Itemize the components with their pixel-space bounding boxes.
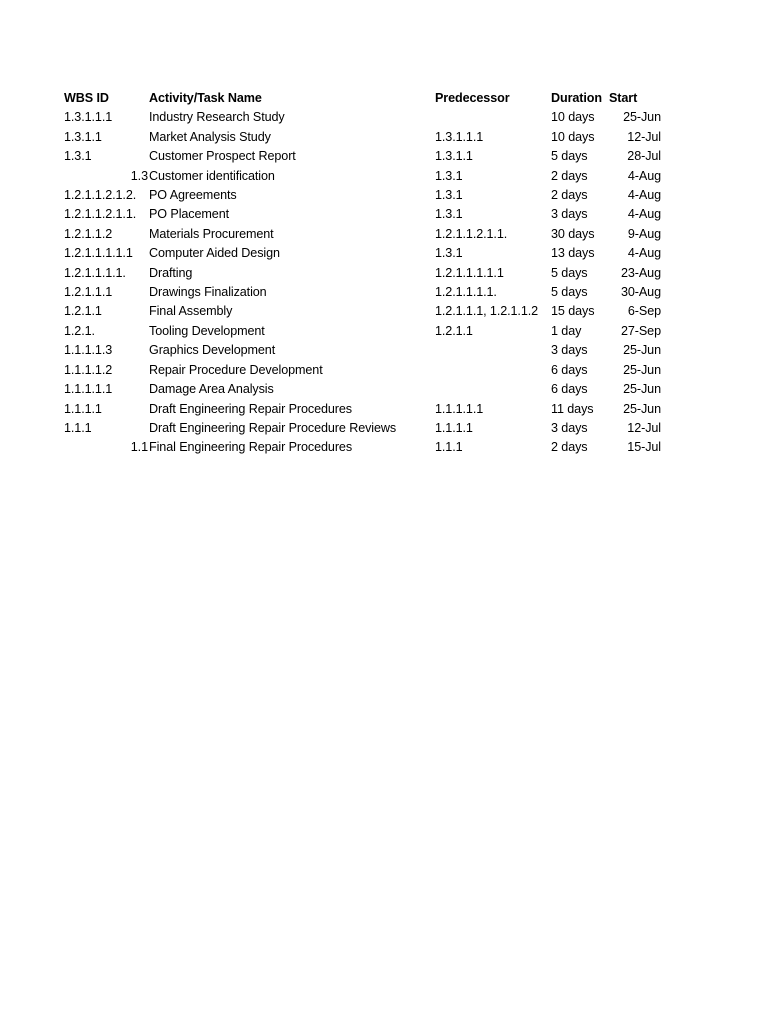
task-name-cell: Repair Procedure Development [149,362,323,377]
task-name-cell: Draft Engineering Repair Procedure Reviews [149,420,397,435]
table-row [64,419,661,438]
task-name-cell: Tooling Development [149,323,265,338]
start-date-cell: 6-Sep [627,304,661,319]
task-name-cell: Damage Area Analysis [149,382,274,397]
table-body [64,108,661,457]
task-name-cell: Final Assembly [149,304,233,319]
duration-cell: 10 days [551,110,595,125]
table-row [64,380,661,399]
start-date-cell: 4-Aug [627,188,661,203]
task-name-cell: Graphics Development [149,343,276,358]
predecessor-cell: 1.2.1.1.1, 1.2.1.1.2 [435,304,539,319]
start-date-cell: 25-Jun [623,401,661,416]
table-row [64,205,661,224]
table-row [64,302,661,321]
table-row [64,361,661,380]
task-name-cell: Drafting [149,265,193,280]
start-date-cell: 12-Jul [627,420,661,435]
start-date-cell: 12-Jul [627,129,661,144]
duration-cell: 1 day [551,323,582,338]
duration-cell: 5 days [551,265,588,280]
predecessor-cell [435,341,551,360]
duration-cell: 3 days [551,343,588,358]
predecessor-cell: 1.1.1 [435,440,463,455]
header-duration: Duration [551,91,602,105]
table-row [64,400,661,419]
start-date-cell: 4-Aug [627,207,661,222]
wbs-id-cell: 1.3.1.1 [64,129,102,144]
predecessor-cell: 1.2.1.1.1.1. [435,285,497,300]
duration-cell: 3 days [551,420,588,435]
task-name-cell: PO Agreements [149,188,237,203]
duration-cell: 2 days [551,168,588,183]
task-name-cell: Market Analysis Study [149,129,271,144]
predecessor-cell [435,380,551,399]
task-name-cell: PO Placement [149,207,229,222]
predecessor-cell: 1.3.1.1.1 [435,129,484,144]
wbs-id-cell: 1.1 [130,440,148,455]
table-row [64,167,661,186]
wbs-id-cell: 1.2.1.1.1 [64,285,113,300]
predecessor-cell: 1.3.1 [435,207,463,222]
table-row [64,128,661,147]
task-name-cell: Customer identification [149,168,275,183]
predecessor-cell: 1.2.1.1.2.1.1. [435,226,508,241]
duration-cell: 30 days [551,226,595,241]
start-date-cell: 27-Sep [620,323,661,338]
wbs-id-cell: 1.3 [130,168,148,183]
wbs-id-cell: 1.1.1.1 [64,401,102,416]
wbs-id-cell: 1.3.1 [64,149,92,164]
predecessor-cell: 1.3.1 [435,246,463,261]
wbs-id-cell: 1.2.1. [64,323,95,338]
start-date-cell: 4-Aug [627,168,661,183]
start-date-cell: 25-Jun [623,382,661,397]
start-date-cell: 28-Jul [627,149,661,164]
duration-cell: 13 days [551,246,595,261]
wbs-id-cell: 1.1.1 [64,420,92,435]
start-date-cell: 25-Jun [623,110,661,125]
task-name-cell: Industry Research Study [149,110,285,125]
wbs-id-cell: 1.2.1.1 [64,304,102,319]
wbs-id-cell: 1.2.1.1.2.1.2. [64,188,137,203]
task-name-cell: Final Engineering Repair Procedures [149,440,353,455]
wbs-id-cell: 1.3.1.1.1 [64,110,113,125]
table-row [64,225,661,244]
wbs-id-cell: 1.2.1.1.2.1.1. [64,207,137,222]
header-wbs-id: WBS ID [64,91,109,105]
wbs-id-cell: 1.2.1.1.1.1. [64,265,126,280]
start-date-cell: 23-Aug [620,265,661,280]
duration-cell: 15 days [551,304,595,319]
start-date-cell: 15-Jul [627,440,661,455]
table-row [64,283,661,302]
table-row [64,341,661,360]
predecessor-cell: 1.2.1.1 [435,323,473,338]
predecessor-cell: 1.1.1.1.1 [435,401,484,416]
task-name-cell: Computer Aided Design [149,246,280,261]
header-start: Start [609,91,638,105]
task-name-cell: Drawings Finalization [149,285,267,300]
table-row [64,244,661,263]
table-row [64,108,661,127]
table-row [64,322,661,341]
start-date-cell: 9-Aug [627,226,661,241]
start-date-cell: 25-Jun [623,362,661,377]
task-name-cell: Materials Procurement [149,226,274,241]
duration-cell: 2 days [551,440,588,455]
wbs-schedule-table [64,89,661,458]
predecessor-cell [435,361,551,380]
predecessor-cell: 1.3.1 [435,188,463,203]
table-row [64,438,661,457]
header-predecessor: Predecessor [435,91,510,105]
wbs-id-cell: 1.1.1.1.3 [64,343,113,358]
duration-cell: 5 days [551,285,588,300]
duration-cell: 6 days [551,382,588,397]
duration-cell: 10 days [551,129,595,144]
table-row [64,147,661,166]
task-name-cell: Customer Prospect Report [149,149,296,164]
predecessor-cell: 1.2.1.1.1.1.1 [435,265,504,280]
table-row [64,264,661,283]
predecessor-cell: 1.3.1.1 [435,149,473,164]
wbs-id-cell: 1.1.1.1.1 [64,382,113,397]
start-date-cell: 30-Aug [620,285,661,300]
wbs-id-cell: 1.1.1.1.2 [64,362,113,377]
predecessor-cell [435,108,551,127]
predecessor-cell: 1.1.1.1 [435,420,473,435]
start-date-cell: 4-Aug [627,246,661,261]
wbs-id-cell: 1.2.1.1.2 [64,226,113,241]
table-row [64,186,661,205]
duration-cell: 6 days [551,362,588,377]
predecessor-cell: 1.3.1 [435,168,463,183]
start-date-cell: 25-Jun [623,343,661,358]
header-task-name: Activity/Task Name [149,91,262,105]
header-row [64,89,661,108]
duration-cell: 3 days [551,207,588,222]
duration-cell: 5 days [551,149,588,164]
wbs-id-cell: 1.2.1.1.1.1.1 [64,246,133,261]
duration-cell: 11 days [551,401,594,416]
duration-cell: 2 days [551,188,588,203]
task-name-cell: Draft Engineering Repair Procedures [149,401,353,416]
